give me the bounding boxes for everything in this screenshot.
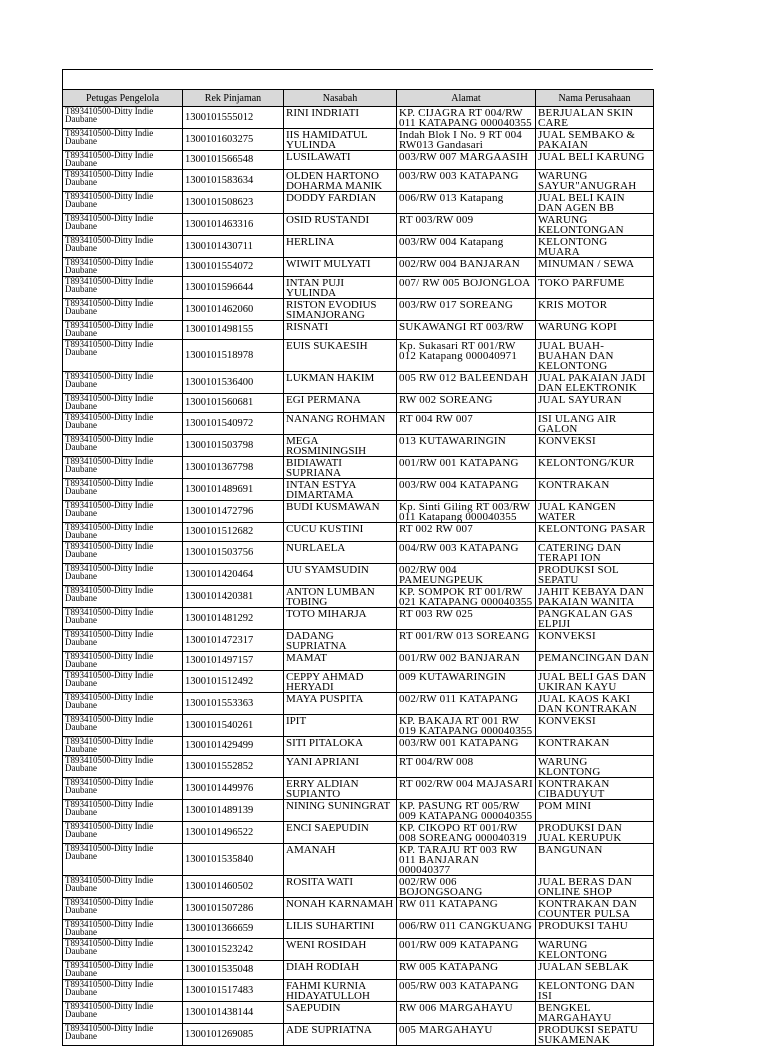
cell-perusahaan: PRODUKSI TAHU — [536, 920, 654, 939]
cell-perusahaan: KONTRAKAN — [536, 479, 654, 501]
cell-nasabah: WENI ROSIDAH — [284, 939, 397, 961]
table-row — [63, 980, 654, 1002]
cell-petugas: T893410500-Ditty Indie Daubane — [63, 372, 183, 394]
cell-rek: 1300101512682 — [183, 523, 284, 542]
cell-nasabah: SAEPUDIN — [284, 1002, 397, 1024]
cell-alamat: RW 002 SOREANG — [397, 394, 536, 413]
cell-nasabah: FAHMI KURNIA HIDAYATULLOH — [284, 980, 397, 1002]
cell-petugas: T893410500-Ditty Indie Daubane — [63, 920, 183, 939]
cell-perusahaan: KONTRAKAN CIBADUYUT — [536, 778, 654, 800]
cell-petugas: T893410500-Ditty Indie Daubane — [63, 800, 183, 822]
cell-nasabah: ADE SUPRIATNA — [284, 1024, 397, 1046]
cell-alamat: RT 001/RW 013 SOREANG — [397, 630, 536, 652]
cell-perusahaan: WARUNG SAYUR"ANUGRAH — [536, 170, 654, 192]
cell-nasabah: MEGA ROSMININGSIH — [284, 435, 397, 457]
cell-alamat: KP. CIJAGRA RT 004/RW 011 KATAPANG 000040355 — [397, 107, 536, 129]
table-row — [63, 523, 654, 542]
cell-nasabah: RINI INDRIATI — [284, 107, 397, 129]
cell-petugas: T893410500-Ditty Indie Daubane — [63, 258, 183, 277]
loan-table — [62, 89, 654, 1046]
table-row — [63, 715, 654, 737]
table-row — [63, 671, 654, 693]
table-row — [63, 939, 654, 961]
cell-rek: 1300101489691 — [183, 479, 284, 501]
cell-nasabah: NONAH KARNAMAH — [284, 898, 397, 920]
cell-rek: 1300101420464 — [183, 564, 284, 586]
cell-nasabah: NURLAELA — [284, 542, 397, 564]
cell-rek: 1300101508623 — [183, 192, 284, 214]
cell-rek: 1300101481292 — [183, 608, 284, 630]
cell-rek: 1300101512492 — [183, 671, 284, 693]
cell-alamat: KP. TARAJU RT 003 RW 011 BANJARAN 000040377 — [397, 844, 536, 876]
table-row — [63, 192, 654, 214]
table-row — [63, 608, 654, 630]
cell-rek: 1300101472796 — [183, 501, 284, 523]
cell-petugas: T893410500-Ditty Indie Daubane — [63, 961, 183, 980]
cell-alamat: 003/RW 003 KATAPANG — [397, 170, 536, 192]
cell-rek: 1300101560681 — [183, 394, 284, 413]
cell-perusahaan: JUALAN SEBLAK — [536, 961, 654, 980]
table-row — [63, 756, 654, 778]
cell-alamat: 001/RW 002 BANJARAN — [397, 652, 536, 671]
cell-perusahaan: PRODUKSI SOL SEPATU — [536, 564, 654, 586]
cell-rek: 1300101517483 — [183, 980, 284, 1002]
table-row — [63, 898, 654, 920]
cell-alamat: 003/RW 017 SOREANG — [397, 299, 536, 321]
cell-perusahaan: JUAL BELI GAS DAN UKIRAN KAYU — [536, 671, 654, 693]
cell-rek: 1300101540261 — [183, 715, 284, 737]
cell-nasabah: EGI PERMANA — [284, 394, 397, 413]
cell-alamat: 002/RW 004 PAMEUNGPEUK — [397, 564, 536, 586]
cell-alamat: 007/ RW 005 BOJONGLOA — [397, 277, 536, 299]
cell-petugas: T893410500-Ditty Indie Daubane — [63, 608, 183, 630]
cell-alamat: 004/RW 003 KATAPANG — [397, 542, 536, 564]
cell-nasabah: INTAN PUJI YULINDA — [284, 277, 397, 299]
cell-petugas: T893410500-Ditty Indie Daubane — [63, 435, 183, 457]
table-row — [63, 457, 654, 479]
table-row — [63, 586, 654, 608]
cell-perusahaan: KELONTONG MUARA — [536, 236, 654, 258]
cell-nasabah: MAYA PUSPITA — [284, 693, 397, 715]
cell-rek: 1300101535048 — [183, 961, 284, 980]
table-row — [63, 413, 654, 435]
table-row — [63, 693, 654, 715]
cell-alamat: KP. CIKOPO RT 001/RW 008 SOREANG 000040319 — [397, 822, 536, 844]
cell-alamat: RT 002/RW 004 MAJASARI — [397, 778, 536, 800]
cell-alamat: 005 RW 012 BALEENDAH — [397, 372, 536, 394]
cell-rek: 1300101503798 — [183, 435, 284, 457]
table-row — [63, 844, 654, 876]
cell-perusahaan: WARUNG KLONTONG — [536, 756, 654, 778]
cell-alamat: Kp. Sukasari RT 001/RW 012 Katapang 000040971 — [397, 340, 536, 372]
cell-perusahaan: WARUNG KOPI — [536, 321, 654, 340]
cell-petugas: T893410500-Ditty Indie Daubane — [63, 1002, 183, 1024]
cell-alamat: 002/RW 011 KATAPANG — [397, 693, 536, 715]
cell-alamat: RT 003 RW 025 — [397, 608, 536, 630]
table-row — [63, 435, 654, 457]
cell-alamat: 005/RW 003 KATAPANG — [397, 980, 536, 1002]
cell-alamat: SUKAWANGI RT 003/RW — [397, 321, 536, 340]
cell-rek: 1300101367798 — [183, 457, 284, 479]
cell-nasabah: MAMAT — [284, 652, 397, 671]
table-row — [63, 961, 654, 980]
cell-alamat: 005 MARGAHAYU — [397, 1024, 536, 1046]
table-row — [63, 778, 654, 800]
cell-perusahaan: JUAL PAKAIAN JADI DAN ELEKTRONIK — [536, 372, 654, 394]
cell-rek: 1300101603275 — [183, 129, 284, 151]
cell-petugas: T893410500-Ditty Indie Daubane — [63, 693, 183, 715]
header-petugas: Petugas Pengelola — [63, 90, 183, 107]
cell-perusahaan: JUAL BELI KARUNG — [536, 151, 654, 170]
cell-rek: 1300101462060 — [183, 299, 284, 321]
cell-nasabah: BIDIAWATI SUPRIANA — [284, 457, 397, 479]
cell-nasabah: DIAH RODIAH — [284, 961, 397, 980]
cell-alamat: Kp. Sinti Giling RT 003/RW 011 Katapang 000040355 — [397, 501, 536, 523]
cell-alamat: 006/RW 013 Katapang — [397, 192, 536, 214]
cell-petugas: T893410500-Ditty Indie Daubane — [63, 671, 183, 693]
cell-alamat: KP. SOMPOK RT 001/RW 021 KATAPANG 000040355 — [397, 586, 536, 608]
cell-nasabah: AMANAH — [284, 844, 397, 876]
table-row — [63, 394, 654, 413]
table-row — [63, 876, 654, 898]
cell-nasabah: HERLINA — [284, 236, 397, 258]
cell-rek: 1300101269085 — [183, 1024, 284, 1046]
cell-petugas: T893410500-Ditty Indie Daubane — [63, 340, 183, 372]
cell-perusahaan: BANGUNAN — [536, 844, 654, 876]
cell-perusahaan: JUAL BUAH-BUAHAN DAN KELONTONG — [536, 340, 654, 372]
table-row — [63, 800, 654, 822]
cell-alamat: RT 004 RW 007 — [397, 413, 536, 435]
cell-petugas: T893410500-Ditty Indie Daubane — [63, 394, 183, 413]
cell-petugas: T893410500-Ditty Indie Daubane — [63, 413, 183, 435]
cell-petugas: T893410500-Ditty Indie Daubane — [63, 737, 183, 756]
cell-rek: 1300101523242 — [183, 939, 284, 961]
cell-rek: 1300101438144 — [183, 1002, 284, 1024]
cell-rek: 1300101430711 — [183, 236, 284, 258]
table-row — [63, 214, 654, 236]
cell-nasabah: DADANG SUPRIATNA — [284, 630, 397, 652]
cell-rek: 1300101366659 — [183, 920, 284, 939]
header-row — [63, 90, 654, 107]
cell-alamat: RW 005 KATAPANG — [397, 961, 536, 980]
cell-nasabah: INTAN ESTYA DIMARTAMA — [284, 479, 397, 501]
cell-alamat: 006/RW 011 CANGKUANG — [397, 920, 536, 939]
cell-nasabah: IPIT — [284, 715, 397, 737]
table-row — [63, 822, 654, 844]
table-row — [63, 372, 654, 394]
table-row — [63, 1002, 654, 1024]
cell-petugas: T893410500-Ditty Indie Daubane — [63, 523, 183, 542]
cell-rek: 1300101566548 — [183, 151, 284, 170]
cell-nasabah: NINING SUNINGRAT — [284, 800, 397, 822]
cell-petugas: T893410500-Ditty Indie Daubane — [63, 214, 183, 236]
cell-nasabah: LILIS SUHARTINI — [284, 920, 397, 939]
cell-rek: 1300101496522 — [183, 822, 284, 844]
cell-nasabah: RISTON EVODIUS SIMANJORANG — [284, 299, 397, 321]
cell-petugas: T893410500-Ditty Indie Daubane — [63, 898, 183, 920]
table-row — [63, 321, 654, 340]
cell-rek: 1300101536400 — [183, 372, 284, 394]
cell-perusahaan: POM MINI — [536, 800, 654, 822]
cell-perusahaan: BENGKEL MARGAHAYU — [536, 1002, 654, 1024]
cell-rek: 1300101553363 — [183, 693, 284, 715]
header-rek: Rek Pinjaman — [183, 90, 284, 107]
cell-perusahaan: BERJUALAN SKIN CARE — [536, 107, 654, 129]
cell-perusahaan: TOKO PARFUME — [536, 277, 654, 299]
cell-perusahaan: KONTRAKAN DAN COUNTER PULSA — [536, 898, 654, 920]
cell-nasabah: CUCU KUSTINI — [284, 523, 397, 542]
cell-perusahaan: PRODUKSI DAN JUAL KERUPUK — [536, 822, 654, 844]
cell-nasabah: TOTO MIHARJA — [284, 608, 397, 630]
cell-rek: 1300101420381 — [183, 586, 284, 608]
cell-perusahaan: JAHIT KEBAYA DAN PAKAIAN WANITA — [536, 586, 654, 608]
table-row — [63, 151, 654, 170]
cell-petugas: T893410500-Ditty Indie Daubane — [63, 277, 183, 299]
cell-perusahaan: JUAL BELI KAIN DAN AGEN BB — [536, 192, 654, 214]
cell-alamat: KP. PASUNG RT 005/RW 009 KATAPANG 000040355 — [397, 800, 536, 822]
cell-alamat: 003/RW 004 KATAPANG — [397, 479, 536, 501]
cell-alamat: 001/RW 001 KATAPANG — [397, 457, 536, 479]
cell-nasabah: NANANG ROHMAN — [284, 413, 397, 435]
cell-perusahaan: JUAL BERAS DAN ONLINE SHOP — [536, 876, 654, 898]
table-row — [63, 920, 654, 939]
cell-perusahaan: KRIS MOTOR — [536, 299, 654, 321]
cell-nasabah: ERRY ALDIAN SUPIANTO — [284, 778, 397, 800]
cell-perusahaan: KONVEKSI — [536, 715, 654, 737]
cell-perusahaan: KELONTONG/KUR — [536, 457, 654, 479]
table-row — [63, 258, 654, 277]
cell-petugas: T893410500-Ditty Indie Daubane — [63, 321, 183, 340]
cell-petugas: T893410500-Ditty Indie Daubane — [63, 107, 183, 129]
table-row — [63, 652, 654, 671]
table-row — [63, 630, 654, 652]
cell-rek: 1300101596644 — [183, 277, 284, 299]
cell-nasabah: YANI APRIANI — [284, 756, 397, 778]
cell-petugas: T893410500-Ditty Indie Daubane — [63, 822, 183, 844]
cell-perusahaan: PANGKALAN GAS ELPIJI — [536, 608, 654, 630]
sheet-header-frame — [62, 69, 653, 89]
cell-alamat: RT 002 RW 007 — [397, 523, 536, 542]
cell-alamat: RT 003/RW 009 — [397, 214, 536, 236]
table-row — [63, 170, 654, 192]
cell-rek: 1300101554072 — [183, 258, 284, 277]
cell-petugas: T893410500-Ditty Indie Daubane — [63, 652, 183, 671]
cell-alamat: RT 004/RW 008 — [397, 756, 536, 778]
table-row — [63, 479, 654, 501]
cell-perusahaan: JUAL SEMBAKO & PAKAIAN — [536, 129, 654, 151]
cell-perusahaan: JUAL KANGEN WATER — [536, 501, 654, 523]
cell-petugas: T893410500-Ditty Indie Daubane — [63, 980, 183, 1002]
cell-perusahaan: KELONTONG PASAR — [536, 523, 654, 542]
cell-petugas: T893410500-Ditty Indie Daubane — [63, 564, 183, 586]
cell-petugas: T893410500-Ditty Indie Daubane — [63, 129, 183, 151]
table-row — [63, 299, 654, 321]
cell-perusahaan: ISI ULANG AIR GALON — [536, 413, 654, 435]
cell-petugas: T893410500-Ditty Indie Daubane — [63, 299, 183, 321]
cell-nasabah: LUSILAWATI — [284, 151, 397, 170]
cell-petugas: T893410500-Ditty Indie Daubane — [63, 501, 183, 523]
cell-petugas: T893410500-Ditty Indie Daubane — [63, 457, 183, 479]
table-row — [63, 277, 654, 299]
cell-rek: 1300101489139 — [183, 800, 284, 822]
cell-petugas: T893410500-Ditty Indie Daubane — [63, 1024, 183, 1046]
cell-nasabah: CEPPY AHMAD HERYADI — [284, 671, 397, 693]
cell-perusahaan: KONTRAKAN — [536, 737, 654, 756]
cell-alamat: Indah Blok I No. 9 RT 004 RW013 Gandasari — [397, 129, 536, 151]
cell-perusahaan: KONVEKSI — [536, 630, 654, 652]
cell-petugas: T893410500-Ditty Indie Daubane — [63, 236, 183, 258]
cell-nasabah: OSID RUSTANDI — [284, 214, 397, 236]
cell-petugas: T893410500-Ditty Indie Daubane — [63, 778, 183, 800]
cell-nasabah: RISNATI — [284, 321, 397, 340]
cell-rek: 1300101498155 — [183, 321, 284, 340]
cell-rek: 1300101540972 — [183, 413, 284, 435]
cell-alamat: 003/RW 007 MARGAASIH — [397, 151, 536, 170]
table-row — [63, 129, 654, 151]
cell-petugas: T893410500-Ditty Indie Daubane — [63, 715, 183, 737]
cell-perusahaan: PRODUKSI SEPATU SUKAMENAK — [536, 1024, 654, 1046]
cell-rek: 1300101535840 — [183, 844, 284, 876]
cell-petugas: T893410500-Ditty Indie Daubane — [63, 170, 183, 192]
cell-alamat: 013 KUTAWARINGIN — [397, 435, 536, 457]
table-row — [63, 501, 654, 523]
cell-petugas: T893410500-Ditty Indie Daubane — [63, 939, 183, 961]
cell-alamat: KP. BAKAJA RT 001 RW 019 KATAPANG 000040355 — [397, 715, 536, 737]
cell-nasabah: UU SYAMSUDIN — [284, 564, 397, 586]
cell-alamat: 003/RW 001 KATAPANG — [397, 737, 536, 756]
cell-rek: 1300101463316 — [183, 214, 284, 236]
cell-petugas: T893410500-Ditty Indie Daubane — [63, 542, 183, 564]
cell-nasabah: OLDEN HARTONO DOHARMA MANIK — [284, 170, 397, 192]
header-perusahaan: Nama Perusahaan — [536, 90, 654, 107]
cell-rek: 1300101429499 — [183, 737, 284, 756]
cell-perusahaan: MINUMAN / SEWA — [536, 258, 654, 277]
cell-rek: 1300101555012 — [183, 107, 284, 129]
cell-petugas: T893410500-Ditty Indie Daubane — [63, 844, 183, 876]
cell-alamat: 003/RW 004 Katapang — [397, 236, 536, 258]
cell-alamat: 009 KUTAWARINGIN — [397, 671, 536, 693]
cell-alamat: 002/RW 004 BANJARAN — [397, 258, 536, 277]
table-row — [63, 1024, 654, 1046]
cell-petugas: T893410500-Ditty Indie Daubane — [63, 192, 183, 214]
cell-nasabah: LUKMAN HAKIM — [284, 372, 397, 394]
cell-nasabah: ENCI SAEPUDIN — [284, 822, 397, 844]
cell-petugas: T893410500-Ditty Indie Daubane — [63, 630, 183, 652]
table-row — [63, 564, 654, 586]
header-alamat: Alamat — [397, 90, 536, 107]
cell-perusahaan: KONVEKSI — [536, 435, 654, 457]
cell-alamat: RW 011 KATAPANG — [397, 898, 536, 920]
table-row — [63, 737, 654, 756]
cell-nasabah: DODDY FARDIAN — [284, 192, 397, 214]
cell-nasabah: BUDI KUSMAWAN — [284, 501, 397, 523]
table-row — [63, 340, 654, 372]
cell-perusahaan: WARUNG KELONTONG — [536, 939, 654, 961]
cell-rek: 1300101449976 — [183, 778, 284, 800]
header-nasabah: Nasabah — [284, 90, 397, 107]
cell-petugas: T893410500-Ditty Indie Daubane — [63, 876, 183, 898]
cell-rek: 1300101497157 — [183, 652, 284, 671]
cell-nasabah: ANTON LUMBAN TOBING — [284, 586, 397, 608]
cell-perusahaan: CATERING DAN TERAPI ION — [536, 542, 654, 564]
cell-rek: 1300101583634 — [183, 170, 284, 192]
cell-petugas: T893410500-Ditty Indie Daubane — [63, 586, 183, 608]
cell-nasabah: ROSITA WATI — [284, 876, 397, 898]
cell-alamat: 001/RW 009 KATAPANG — [397, 939, 536, 961]
cell-perusahaan: JUAL KAOS KAKI DAN KONTRAKAN — [536, 693, 654, 715]
cell-rek: 1300101472317 — [183, 630, 284, 652]
cell-nasabah: EUIS SUKAESIH — [284, 340, 397, 372]
cell-petugas: T893410500-Ditty Indie Daubane — [63, 479, 183, 501]
cell-alamat: 002/RW 006 BOJONGSOANG — [397, 876, 536, 898]
cell-nasabah: IIS HAMIDATUL YULINDA — [284, 129, 397, 151]
table-row — [63, 107, 654, 129]
cell-rek: 1300101460502 — [183, 876, 284, 898]
cell-petugas: T893410500-Ditty Indie Daubane — [63, 151, 183, 170]
cell-nasabah: SITI PITALOKA — [284, 737, 397, 756]
cell-perusahaan: WARUNG KELONTONGAN — [536, 214, 654, 236]
cell-petugas: T893410500-Ditty Indie Daubane — [63, 756, 183, 778]
table-row — [63, 236, 654, 258]
cell-rek: 1300101503756 — [183, 542, 284, 564]
cell-perusahaan: KELONTONG DAN ISI — [536, 980, 654, 1002]
cell-perusahaan: PEMANCINGAN DAN — [536, 652, 654, 671]
cell-alamat: RW 006 MARGAHAYU — [397, 1002, 536, 1024]
cell-rek: 1300101518978 — [183, 340, 284, 372]
cell-nasabah: WIWIT MULYATI — [284, 258, 397, 277]
cell-perusahaan: JUAL SAYURAN — [536, 394, 654, 413]
cell-rek: 1300101552852 — [183, 756, 284, 778]
table-row — [63, 542, 654, 564]
cell-rek: 1300101507286 — [183, 898, 284, 920]
